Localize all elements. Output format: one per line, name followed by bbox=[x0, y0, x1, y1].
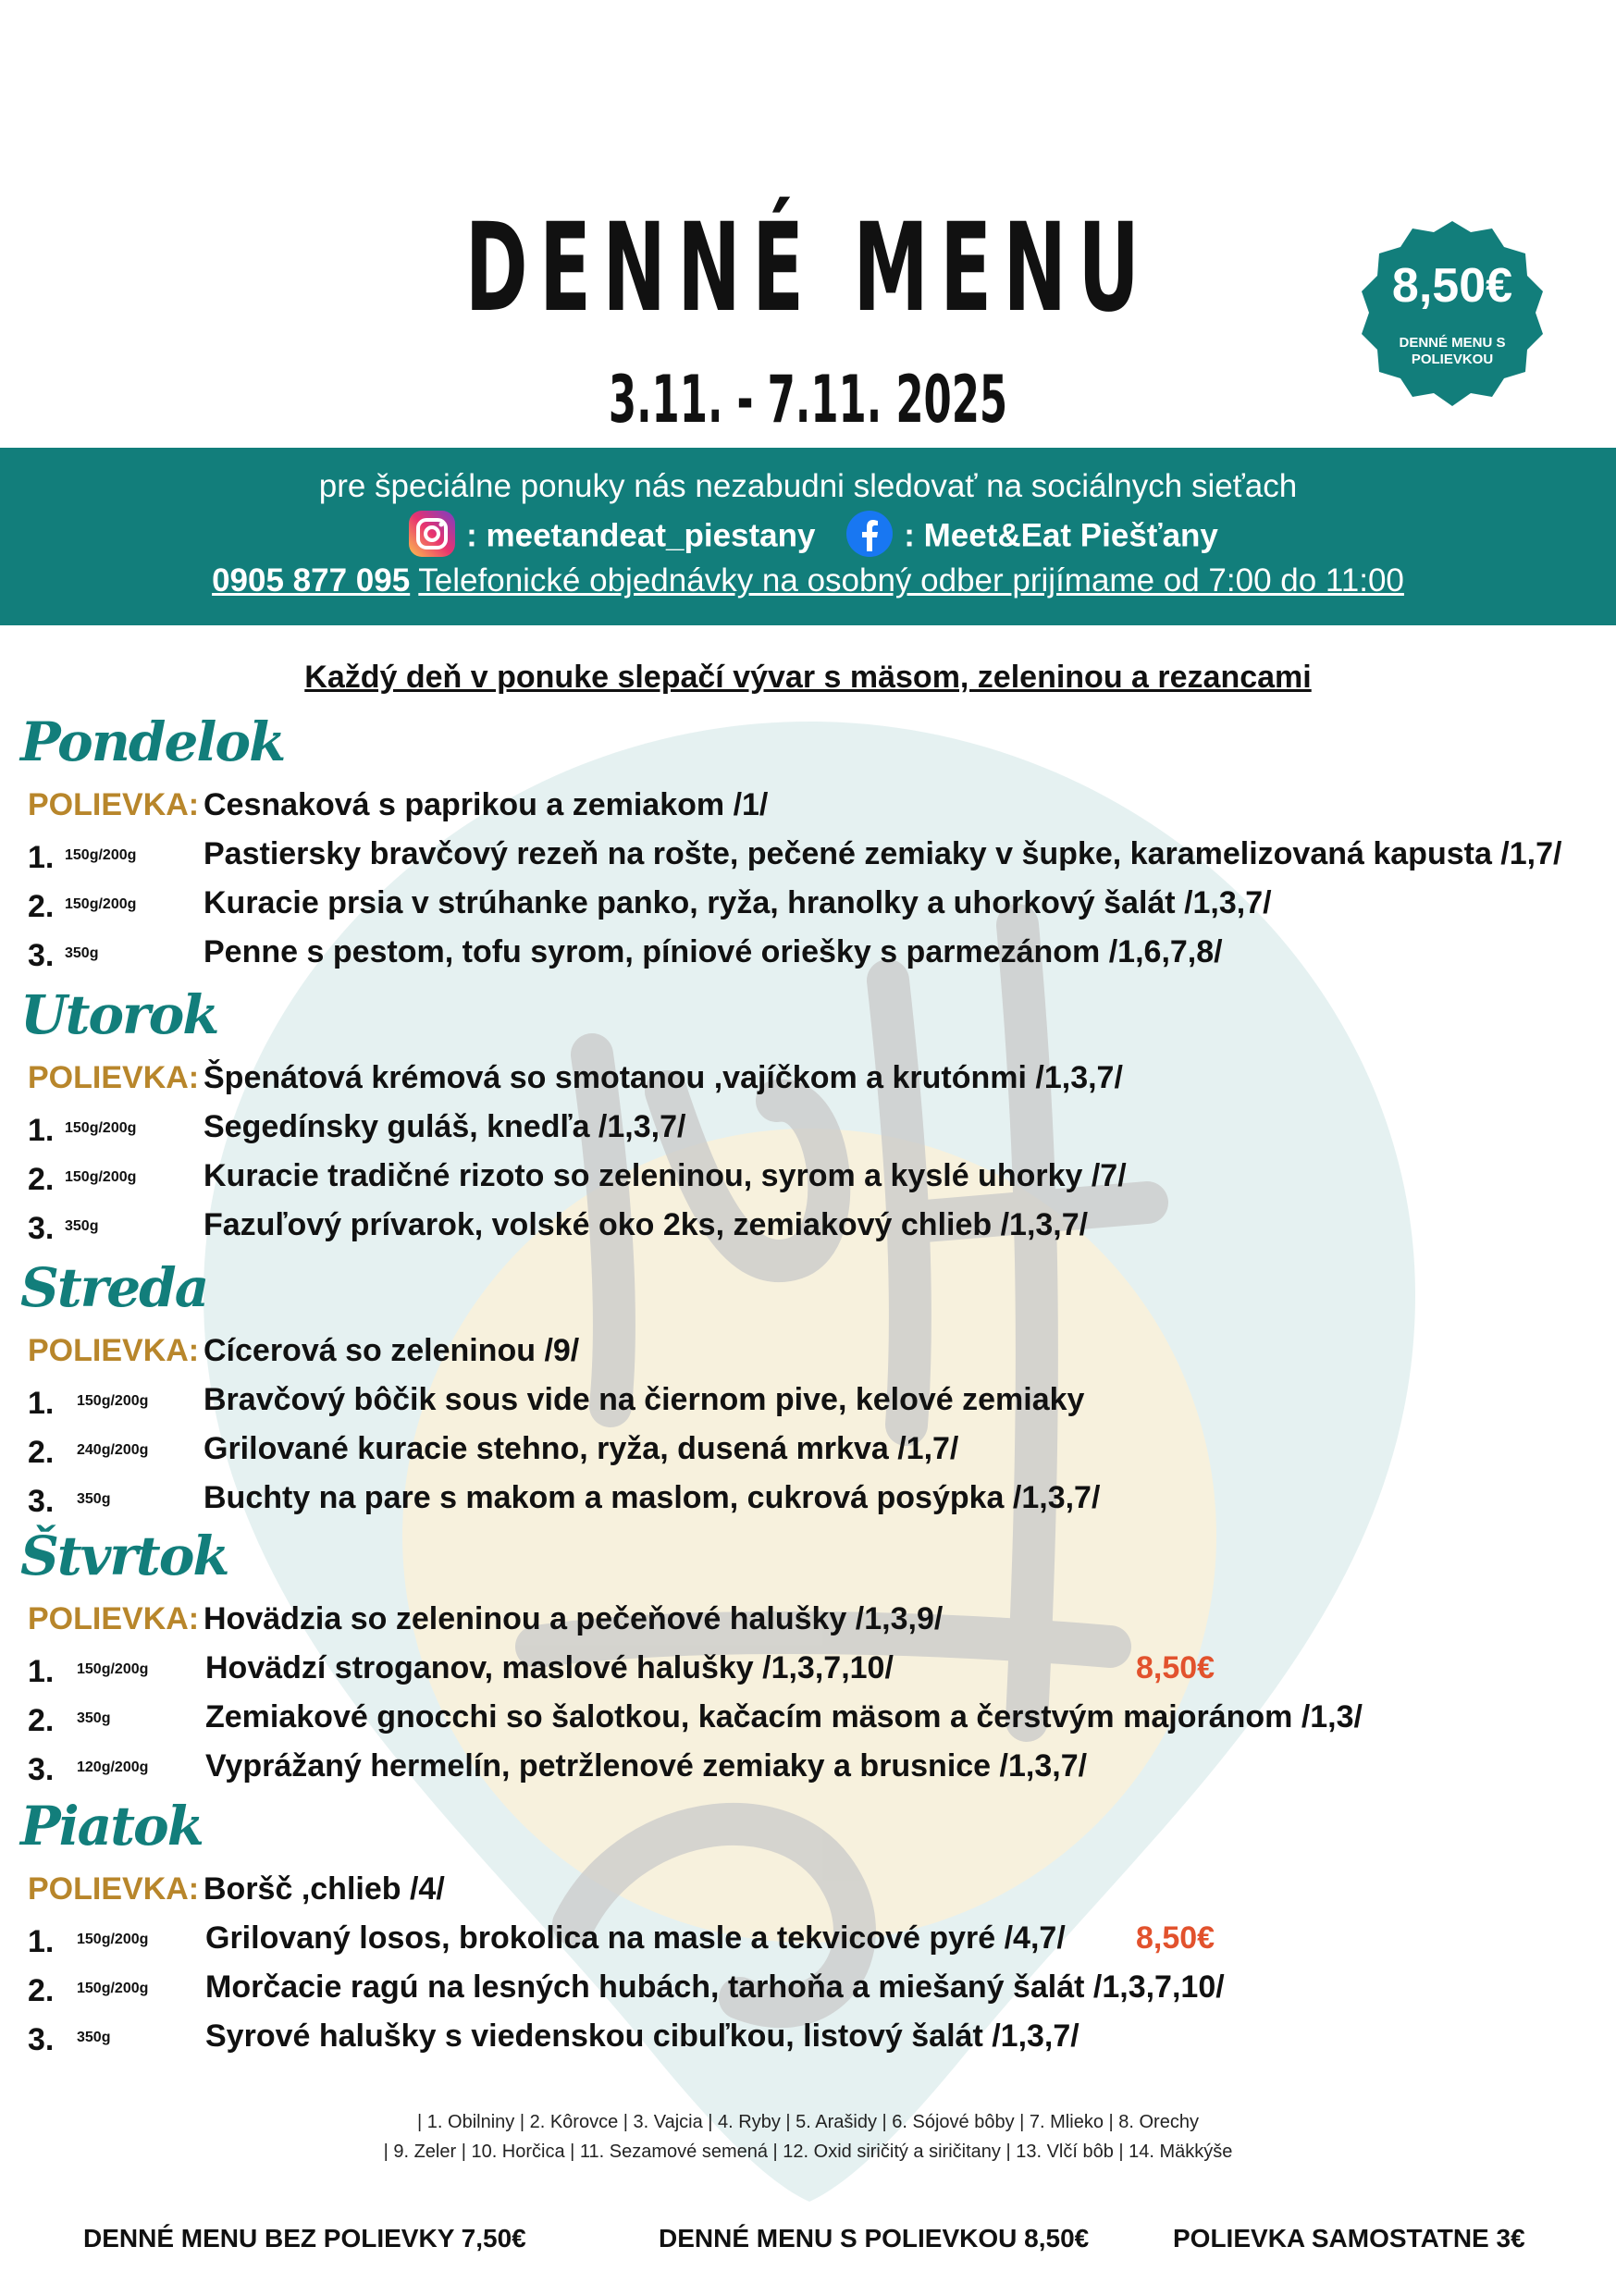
page-title: DENNÉ MENU bbox=[464, 197, 1152, 339]
item-name: Bravčový bôčik sous vide na čiernom pive, kelové zemiaky bbox=[204, 1382, 1085, 1417]
soup-label: POLIEVKA: bbox=[28, 1060, 200, 1095]
item-number: 1. bbox=[28, 1654, 55, 1689]
item-weight: 350g bbox=[77, 1491, 111, 1507]
item-weight: 150g/200g bbox=[77, 1661, 149, 1677]
order-info bbox=[0, 561, 1616, 601]
allergens-line-1: | 1. Obilniny | 2. Kôrovce | 3. Vajcia | 4. Ryby | 5. Arašidy | 6. Sójové bôby | 7. Mlieko | 8. Orechy bbox=[417, 2112, 1199, 2132]
day-heading: Utorok bbox=[20, 983, 218, 1046]
item-name: Buchty na pare s makom a maslom, cukrová posýpka /1,3,7/ bbox=[204, 1480, 1101, 1515]
day-heading: Piatok bbox=[20, 1795, 203, 1858]
item-number: 2. bbox=[28, 1162, 55, 1197]
item-number: 3. bbox=[28, 1484, 55, 1519]
soup-name: Špenátová krémová so smotanou ,vajíčkom a krutónmi /1,3,7/ bbox=[204, 1060, 1123, 1095]
item-number: 3. bbox=[28, 2022, 55, 2057]
item-weight: 150g/200g bbox=[65, 1169, 137, 1185]
facebook-handle[interactable]: : Meet&Eat Piešťany bbox=[904, 517, 1218, 554]
item-number: 2. bbox=[28, 1703, 55, 1738]
item-name: Syrové halušky s viedenskou cibuľkou, listový šalát /1,3,7/ bbox=[205, 2018, 1079, 2054]
item-name: Vyprážaný hermelín, petržlenové zemiaky a brusnice /1,3,7/ bbox=[205, 1748, 1088, 1784]
item-name: Penne s pestom, tofu syrom, píniové oriešky s parmezánom /1,6,7,8/ bbox=[204, 934, 1223, 969]
item-name: Morčacie ragú na lesných hubách, tarhoňa a miešaný šalát /1,3,7,10/ bbox=[205, 1969, 1225, 2005]
social-handles bbox=[0, 512, 1616, 562]
item-number: 3. bbox=[28, 938, 55, 973]
item-weight: 150g/200g bbox=[77, 1932, 149, 1947]
item-name: Zemiakové gnocchi so šalotkou, kačacím mäsom a čerstvým majoránom /1,3/ bbox=[205, 1699, 1363, 1734]
item-weight: 350g bbox=[77, 1710, 111, 1726]
soup-name: Hovädzia so zeleninou a pečeňové halušky /1,3,9/ bbox=[204, 1601, 944, 1636]
order-hours-text: Telefonické objednávky na osobný odber prijímame od 7:00 do 11:00 bbox=[418, 562, 1404, 599]
footer-soup-only: POLIEVKA SAMOSTATNE 3€ bbox=[1173, 2224, 1525, 2253]
item-number: 1. bbox=[28, 1386, 55, 1421]
footer-without-soup: DENNÉ MENU BEZ POLIEVKY 7,50€ bbox=[83, 2224, 526, 2253]
day-heading: Štvrtok bbox=[20, 1524, 228, 1587]
allergens-line-2: | 9. Zeler | 10. Horčica | 11. Sezamové semená | 12. Oxid siričitý a siričitany | 13. Vlčí bôb | 14. Mäkkýše bbox=[383, 2142, 1233, 2162]
item-name: Kuracie tradičné rizoto so zeleninou, syrom a kyslé uhorky /7/ bbox=[204, 1158, 1127, 1193]
item-number: 1. bbox=[28, 840, 55, 875]
item-weight: 350g bbox=[65, 1218, 99, 1234]
item-weight: 150g/200g bbox=[77, 1981, 149, 1996]
item-weight: 350g bbox=[65, 945, 99, 961]
item-weight: 150g/200g bbox=[65, 847, 137, 863]
item-name: Hovädzí stroganov, maslové halušky /1,3,7,10/ bbox=[205, 1650, 894, 1685]
item-weight: 120g/200g bbox=[77, 1759, 149, 1775]
badge-subtitle: DENNÉ MENU S POLIEVKOU bbox=[1399, 335, 1506, 367]
item-weight: 150g/200g bbox=[65, 1120, 137, 1136]
item-name: Kuracie prsia v strúhanke panko, ryža, hranolky a uhorkový šalát /1,3,7/ bbox=[204, 885, 1272, 920]
item-name: Fazuľový prívarok, volské oko 2ks, zemiakový chlieb /1,3,7/ bbox=[204, 1207, 1089, 1242]
item-weight: 150g/200g bbox=[65, 896, 137, 912]
item-number: 3. bbox=[28, 1752, 55, 1787]
daily-note-text: Každý deň v ponuke slepačí vývar s mäsom, zeleninou a rezancami bbox=[304, 660, 1312, 695]
item-number: 1. bbox=[28, 1113, 55, 1148]
instagram-icon[interactable] bbox=[407, 509, 457, 559]
follow-text: pre špeciálne ponuky nás nezabudni sledovať na sociálnych sieťach bbox=[318, 468, 1298, 504]
item-name: Segedínsky guláš, knedľa /1,3,7/ bbox=[204, 1109, 686, 1144]
item-number: 2. bbox=[28, 1435, 55, 1470]
badge-seal-icon bbox=[1358, 219, 1547, 408]
facebook-icon[interactable] bbox=[845, 509, 894, 559]
date-range: 3.11. - 7.11. 2025 bbox=[608, 362, 1008, 438]
instagram-handle[interactable]: : meetandeat_piestany bbox=[466, 517, 816, 554]
day-heading: Pondelok bbox=[20, 710, 285, 773]
soup-label: POLIEVKA: bbox=[28, 1333, 200, 1368]
item-weight: 150g/200g bbox=[77, 1393, 149, 1409]
badge-price: 8,50€ bbox=[1391, 259, 1513, 313]
soup-name: Boršč ,chlieb /4/ bbox=[204, 1871, 445, 1907]
soup-label: POLIEVKA: bbox=[28, 1871, 200, 1907]
item-name: Grilované kuracie stehno, ryža, dusená mrkva /1,7/ bbox=[204, 1431, 959, 1466]
price-badge bbox=[1358, 219, 1547, 408]
item-number: 2. bbox=[28, 889, 55, 924]
item-weight: 350g bbox=[77, 2030, 111, 2045]
soup-name: Cícerová so zeleninou /9/ bbox=[204, 1333, 580, 1368]
footer-with-soup: DENNÉ MENU S POLIEVKOU 8,50€ bbox=[659, 2224, 1090, 2253]
item-price: 8,50€ bbox=[1136, 1650, 1215, 1685]
daily-soup-note bbox=[0, 657, 1616, 697]
soup-label: POLIEVKA: bbox=[28, 1601, 200, 1636]
item-weight: 240g/200g bbox=[77, 1442, 149, 1458]
item-name: Grilovaný losos, brokolica na masle a tekvicové pyré /4,7/ bbox=[205, 1920, 1066, 1956]
item-number: 3. bbox=[28, 1211, 55, 1246]
day-heading: Streda bbox=[20, 1256, 208, 1319]
phone-number[interactable]: 0905 877 095 bbox=[212, 562, 411, 599]
item-price: 8,50€ bbox=[1136, 1920, 1215, 1956]
item-number: 1. bbox=[28, 1924, 55, 1959]
item-number: 2. bbox=[28, 1973, 55, 2008]
item-name: Pastiersky bravčový rezeň na rošte, pečené zemiaky v šupke, karamelizovaná kapusta /1,7/ bbox=[204, 836, 1562, 871]
soup-label: POLIEVKA: bbox=[28, 787, 200, 822]
social-band bbox=[0, 448, 1616, 625]
soup-name: Cesnaková s paprikou a zemiakom /1/ bbox=[204, 787, 769, 822]
